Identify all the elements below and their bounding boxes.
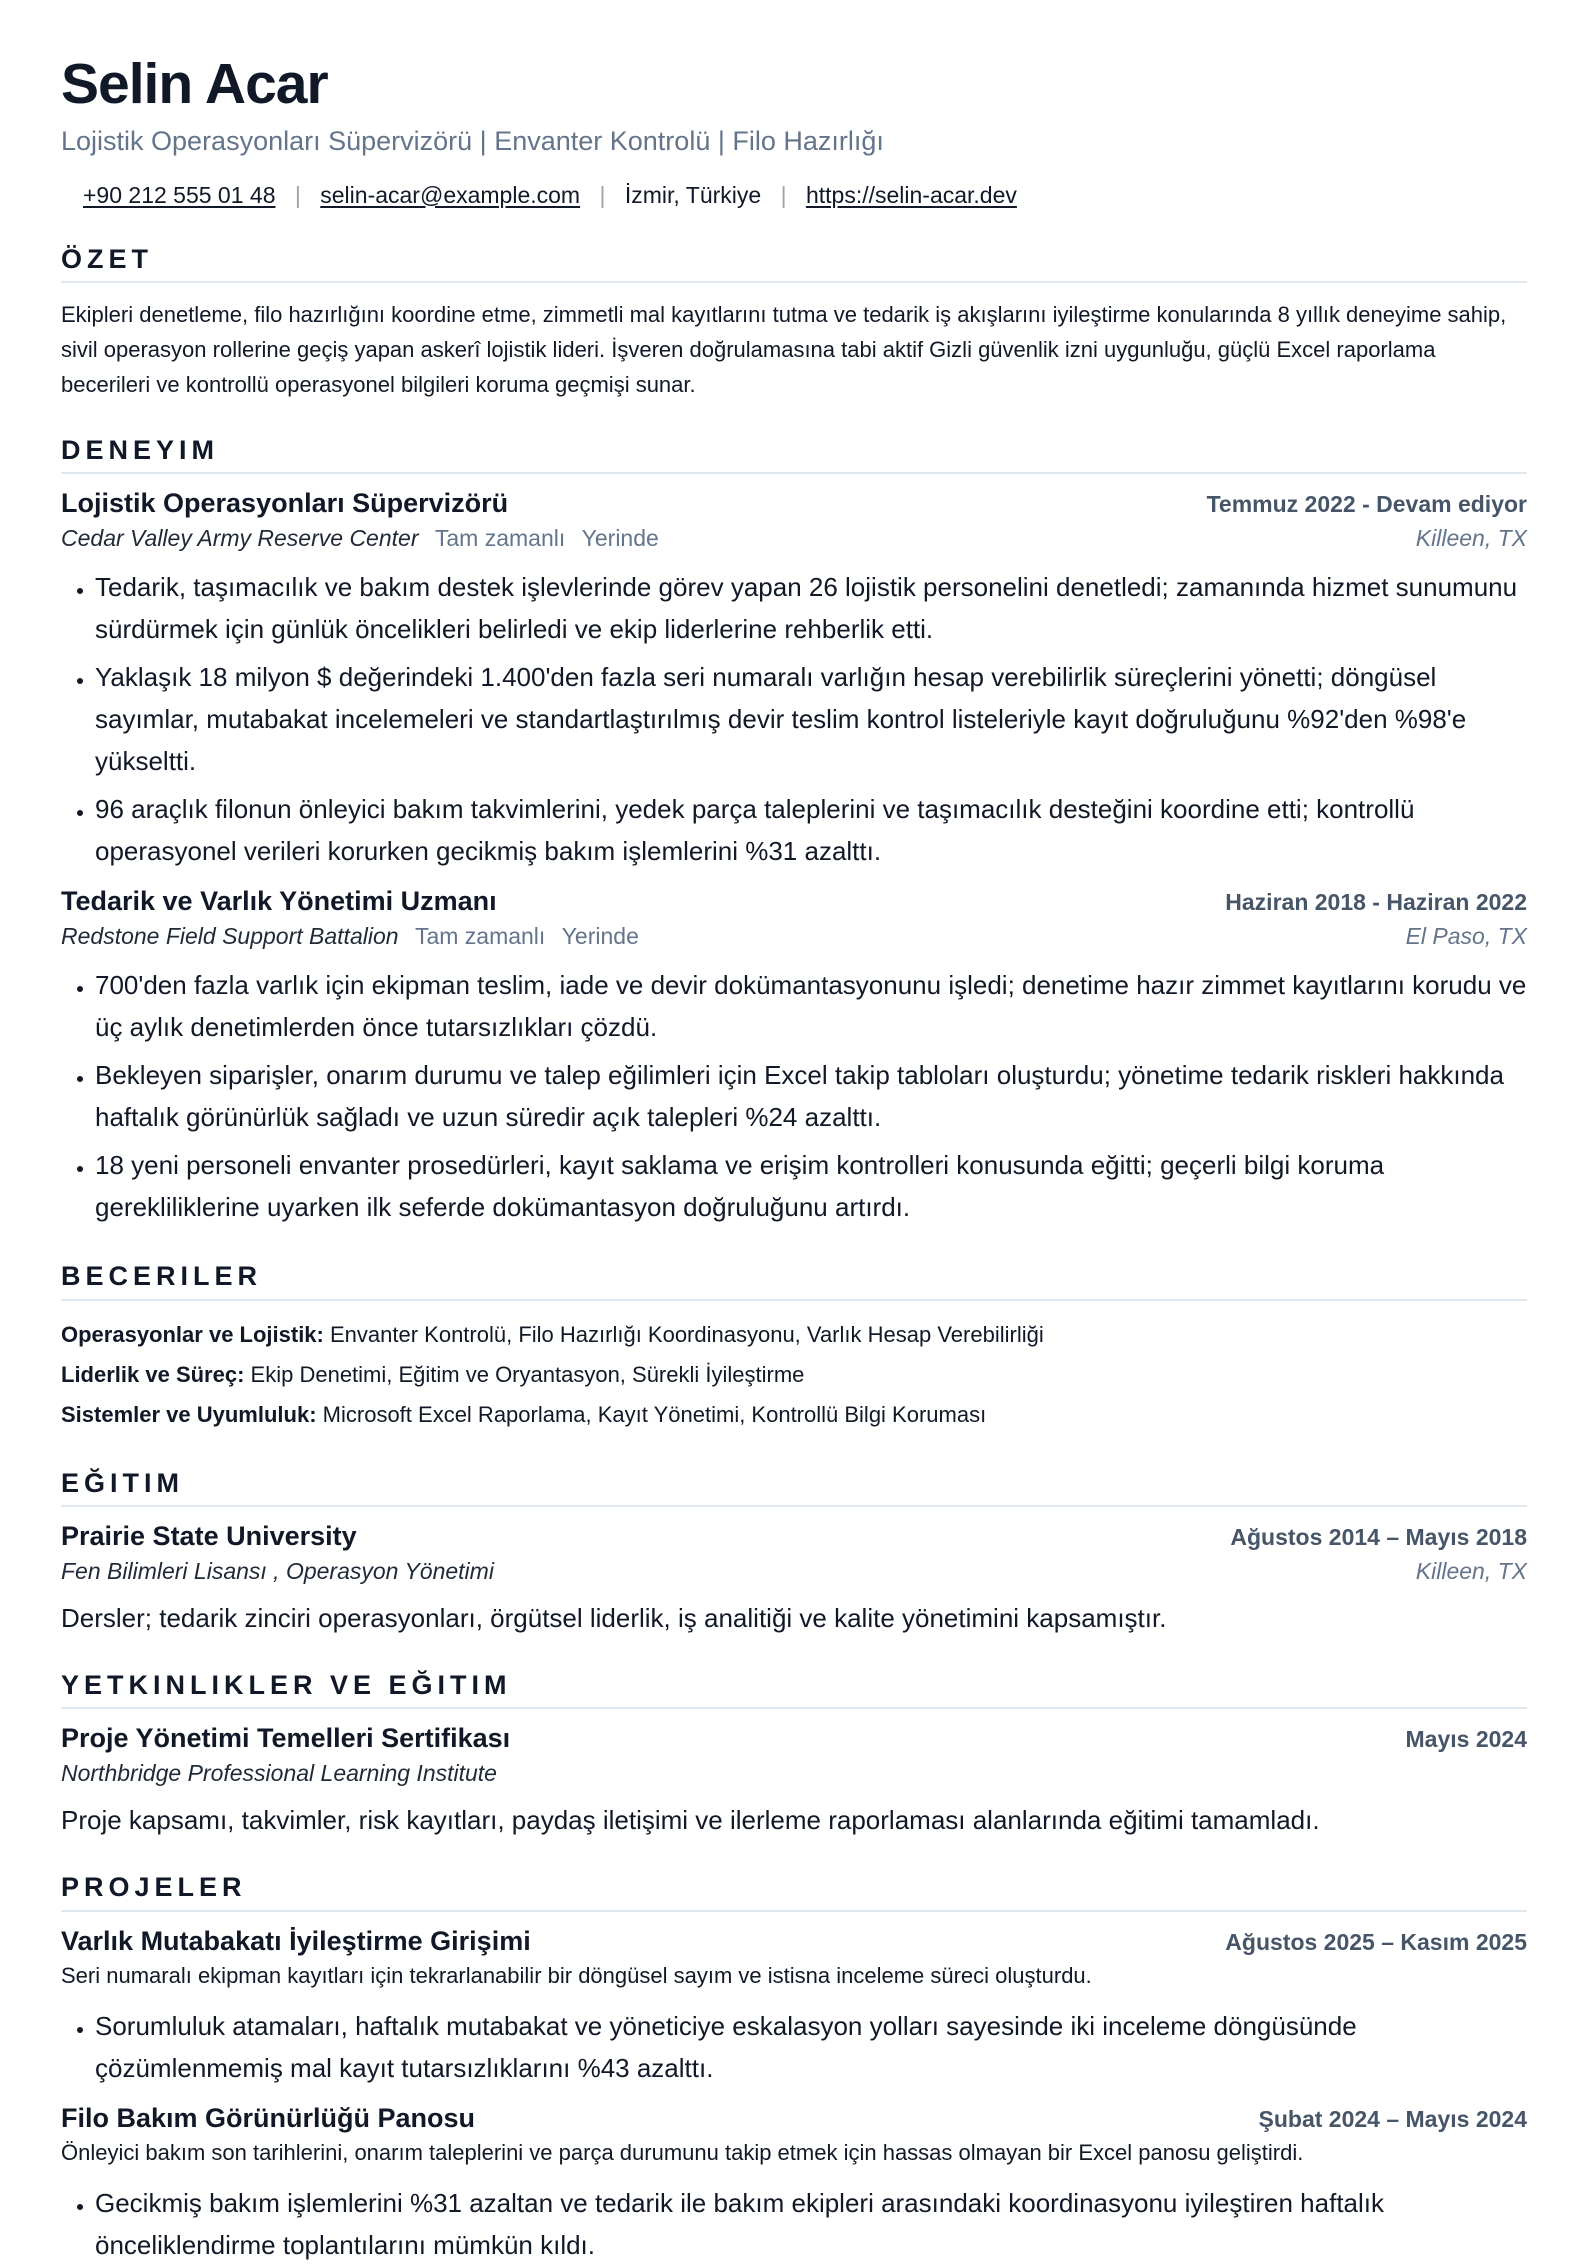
experience-entry	[61, 488, 1527, 872]
phone-link[interactable]: +90 212 555 01 48	[83, 181, 276, 208]
project-description: Seri numaralı ekipman kayıtları için tekrarlanabilir bir döngüsel sayım ve istisna inceleme süreci oluşturdu.	[61, 1962, 1092, 1988]
skill-value: Microsoft Excel Raporlama, Kayıt Yönetimi, Kontrollü Bilgi Koruması	[322, 1401, 987, 1427]
certification-issuer: Northbridge Professional Learning Institute	[61, 1760, 497, 1787]
experience-section	[61, 434, 1527, 1228]
bullet-item: • 96 araçlık filonun önleyici bakım takvimlerini, yedek parça taleplerini ve taşımacılık desteğini koordine etti; kontrollü operasyonel verileri korurken gecikmiş bakım işlemlerini %31 azalttı.	[95, 788, 1527, 872]
section-title-education: EĞITIM	[61, 1467, 1527, 1507]
project-bullets	[61, 2182, 1527, 2266]
project-name: Varlık Mutabakatı İyileştirme Girişimi	[61, 1925, 531, 1956]
bullet-item: • Gecikmiş bakım işlemlerini %31 azaltan ve tedarik ile bakım ekipleri arasındaki koordinasyonu iyileştiren haftalık önceliklendirme toplantılarını mümkün kıldı.	[95, 2182, 1527, 2266]
location-text: İzmir, Türkiye	[624, 181, 762, 208]
project-name: Filo Bakım Görünürlüğü Panosu	[61, 2102, 476, 2133]
certification-date: Mayıs 2024	[1405, 1726, 1527, 1753]
bullet-item: • Bekleyen siparişler, onarım durumu ve talep eğilimleri için Excel takip tabloları oluşturdu; yönetime tedarik riskleri hakkında haftalık görünürlük sağladı ve uzun süredir açık talepleri %24 azalttı.	[95, 1054, 1527, 1138]
skill-label: Sistemler ve Uyumluluk:	[61, 1401, 317, 1427]
project-bullets	[61, 2005, 1527, 2089]
certification-entry	[61, 1723, 1527, 1839]
certification-description: Proje kapsamı, takvimler, risk kayıtları, paydaş iletişimi ve ilerleme raporlaması alanlarında eğitimi tamamladı.	[61, 1805, 1320, 1836]
job-title: Tedarik ve Varlık Yönetimi Uzmanı	[61, 886, 497, 917]
education-location: Killeen, TX	[1415, 1558, 1527, 1585]
section-title-experience: DENEYIM	[61, 434, 1527, 474]
contact-separator: |	[294, 181, 301, 208]
job-dates: Temmuz 2022 - Devam ediyor	[1206, 491, 1527, 518]
job-bullets	[61, 566, 1527, 872]
project-entry	[61, 2103, 1527, 2266]
contact-separator: |	[599, 181, 606, 208]
skill-line	[61, 1315, 1527, 1355]
employer-name: Cedar Valley Army Reserve Center	[61, 525, 419, 552]
skill-label: Operasyonlar ve Lojistik:	[61, 1321, 324, 1347]
school-name: Prairie State University	[61, 1521, 357, 1552]
work-mode: Yerinde	[561, 923, 639, 950]
email-link[interactable]: selin-acar@example.com	[320, 181, 581, 208]
employment-type: Tam zamanlı	[434, 525, 566, 552]
contact-line	[61, 181, 1527, 211]
bullet-item: • 700'den fazla varlık için ekipman teslim, iade ve devir dokümantasyonunu işledi; denetime hazır zimmet kayıtlarını korudu ve üç aylık denetimlerden önce tutarsızlıkları çözdü.	[95, 964, 1527, 1048]
education-entry	[61, 1521, 1527, 1637]
skill-label: Liderlik ve Süreç:	[61, 1361, 245, 1387]
job-dates: Haziran 2018 - Haziran 2022	[1225, 889, 1527, 916]
project-entry	[61, 1926, 1527, 2089]
education-section	[61, 1467, 1527, 1637]
job-location: Killeen, TX	[1415, 525, 1527, 552]
job-location: El Paso, TX	[1405, 923, 1527, 950]
skill-value: Envanter Kontrolü, Filo Hazırlığı Koordinasyonu, Varlık Hesap Verebilirliği	[330, 1321, 1044, 1347]
summary-text: Ekipleri denetleme, filo hazırlığını koordine etme, zimmetli mal kayıtlarını tutma ve tedarik iş akışlarını iyileştirme konularında 8 yıllık deneyime sahip, sivil operasyon rollerine geçiş yapan askerî lojistik lideri. İşveren doğrulamasına tabi aktif Gizli güvenlik izni uygunluğu, güçlü Excel raporlama becerileri ve kontrollü operasyonel bilgileri koruma geçmişi sunar.	[61, 301, 1507, 397]
job-title: Lojistik Operasyonları Süpervizörü	[61, 488, 509, 519]
bullet-item: • Sorumluluk atamaları, haftalık mutabakat ve yöneticiye eskalasyon yolları sayesinde iki inceleme döngüsünde çözümlenmemiş mal kayıt tutarsızlıklarını %43 azalttı.	[95, 2005, 1527, 2089]
degree-name: Fen Bilimleri Lisansı , Operasyon Yönetimi	[61, 1558, 494, 1585]
work-mode: Yerinde	[581, 525, 659, 552]
summary-section	[61, 243, 1527, 402]
skill-line	[61, 1355, 1527, 1395]
headline: Lojistik Operasyonları Süpervizörü | Envanter Kontrolü | Filo Hazırlığı	[61, 125, 884, 156]
experience-entry	[61, 886, 1527, 1228]
certification-name: Proje Yönetimi Temelleri Sertifikası	[61, 1723, 511, 1754]
project-dates: Şubat 2024 – Mayıs 2024	[1258, 2105, 1527, 2132]
employer-name: Redstone Field Support Battalion	[61, 923, 399, 950]
skill-value: Ekip Denetimi, Eğitim ve Oryantasyon, Sürekli İyileştirme	[250, 1361, 805, 1387]
project-description: Önleyici bakım son tarihlerini, onarım taleplerini ve parça durumunu takip etmek için hassas olmayan bir Excel panosu geliştirdi.	[61, 2139, 1304, 2165]
section-title-certifications: YETKINLIKLER VE EĞITIM	[61, 1669, 1527, 1709]
candidate-name: Selin Acar	[61, 52, 328, 116]
education-dates: Ağustos 2014 – Mayıs 2018	[1230, 1524, 1527, 1551]
certifications-section	[61, 1669, 1527, 1839]
employment-type: Tam zamanlı	[414, 923, 546, 950]
website-link[interactable]: https://selin-acar.dev	[805, 181, 1017, 208]
job-bullets	[61, 964, 1527, 1228]
section-title-skills: BECERILER	[61, 1260, 1527, 1300]
bullet-item: • Yaklaşık 18 milyon $ değerindeki 1.400'den fazla seri numaralı varlığın hesap verebilirlik süreçlerini yönetti; döngüsel sayımlar, mutabakat incelemeleri ve standartlaştırılmış devir teslim kontrol listeleriyle kayıt doğruluğunu %92'den %98'e yükseltti.	[95, 656, 1527, 782]
contact-separator: |	[780, 181, 787, 208]
section-title-summary: ÖZET	[61, 243, 1527, 283]
education-description: Dersler; tedarik zinciri operasyonları, örgütsel liderlik, iş analitiği ve kalite yönetimini kapsamıştır.	[61, 1603, 1167, 1634]
projects-section	[61, 1871, 1527, 2265]
skills-section	[61, 1260, 1527, 1434]
section-title-projects: PROJELER	[61, 1871, 1527, 1911]
bullet-item: • Tedarik, taşımacılık ve bakım destek işlevlerinde görev yapan 26 lojistik personelini denetledi; zamanında hizmet sunumunu sürdürmek için günlük öncelikleri belirledi ve ekip liderlerine rehberlik etti.	[95, 566, 1527, 650]
skill-line	[61, 1395, 1527, 1435]
project-dates: Ağustos 2025 – Kasım 2025	[1225, 1928, 1527, 1955]
bullet-item: • 18 yeni personeli envanter prosedürleri, kayıt saklama ve erişim kontrolleri konusunda eğitti; geçerli bilgi koruma gerekliliklerine uyarken ilk seferde dokümantasyon doğruluğunu artırdı.	[95, 1144, 1527, 1228]
